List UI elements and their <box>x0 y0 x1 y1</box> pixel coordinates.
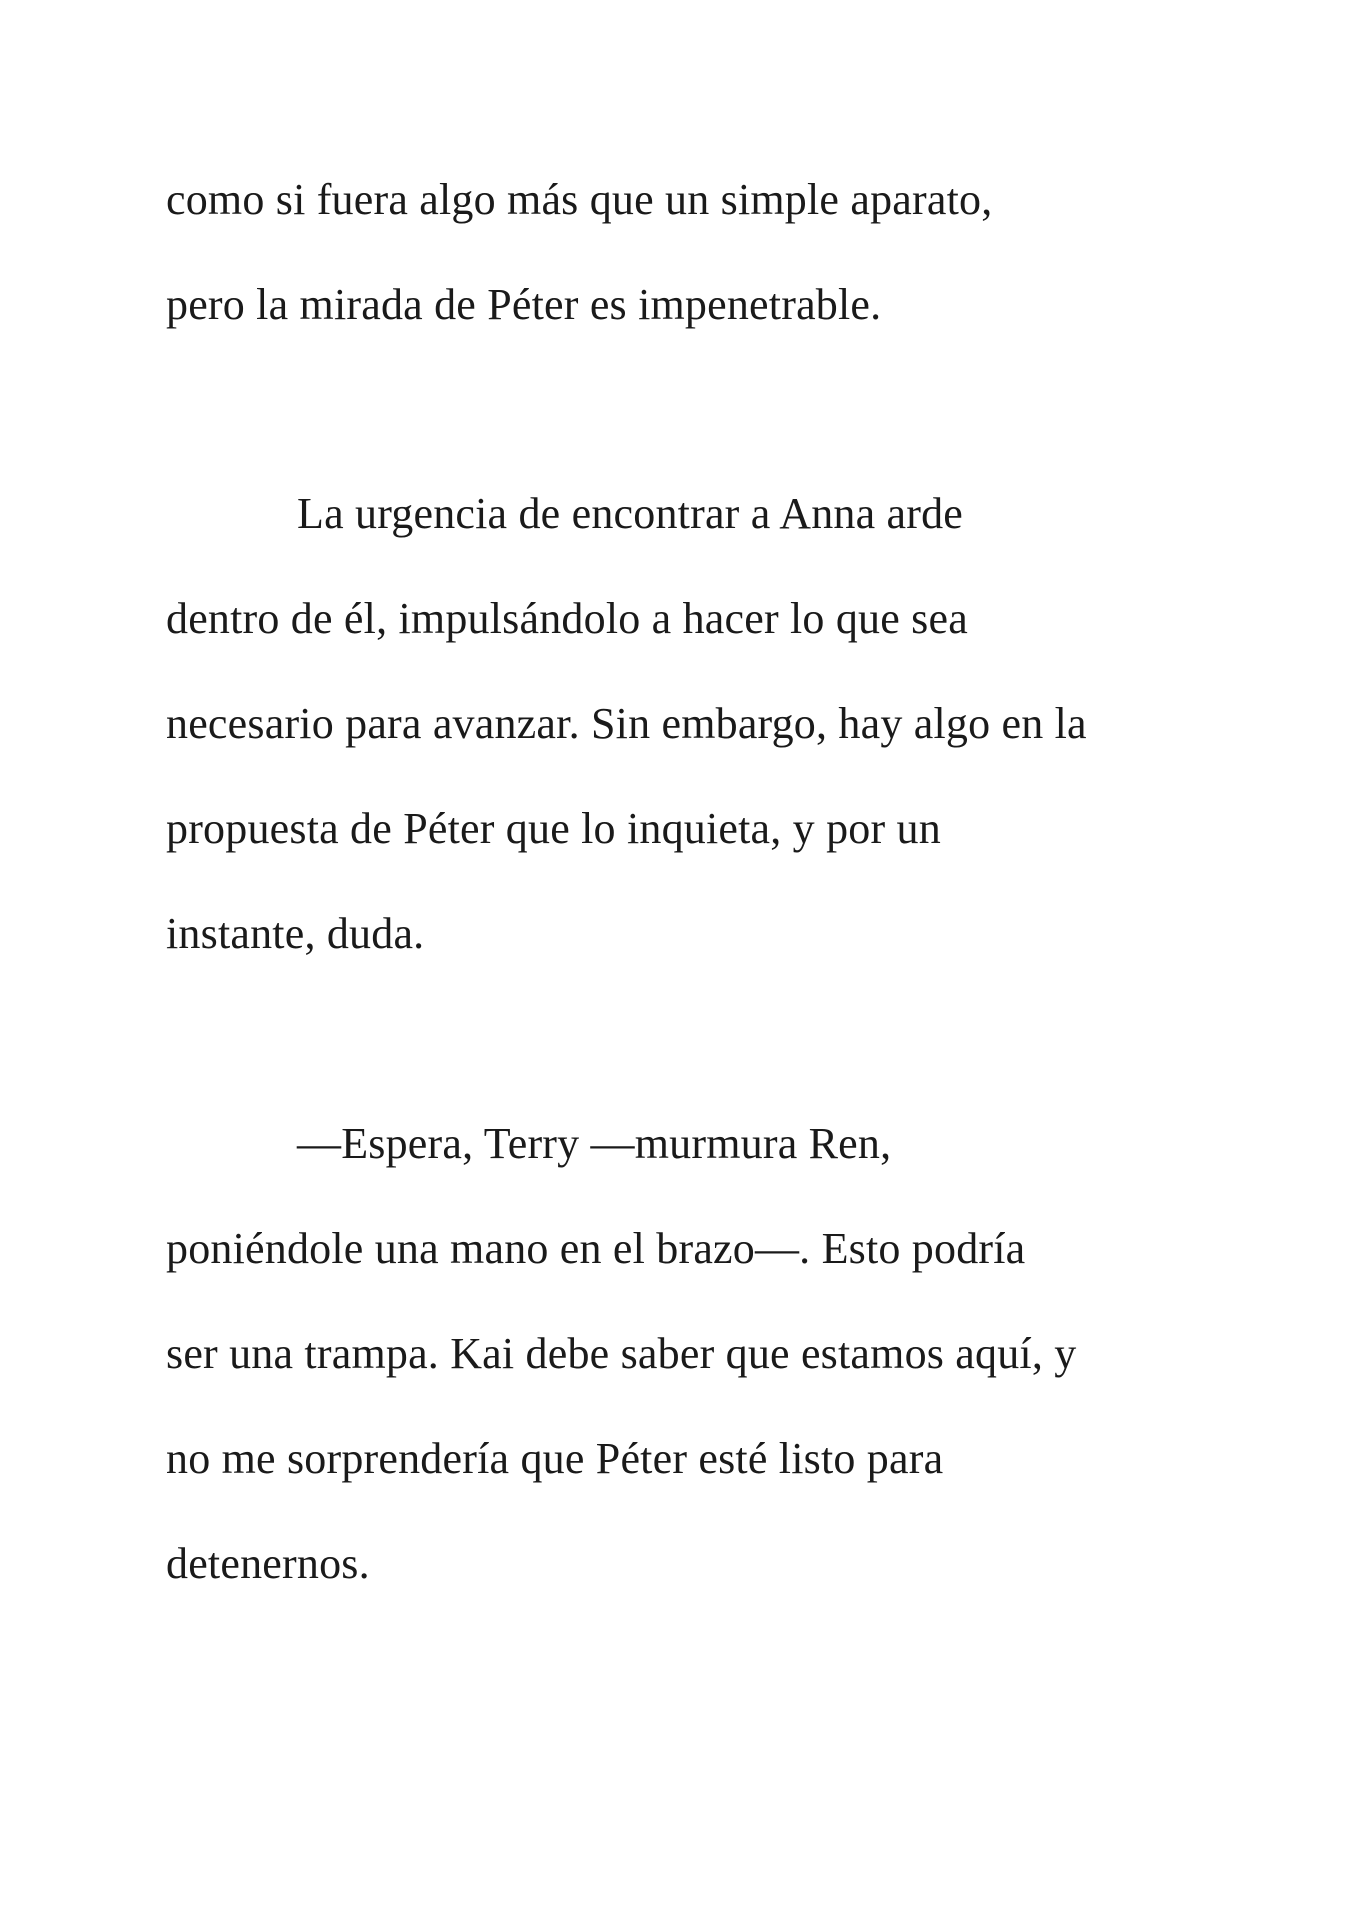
paragraph-2-line-1: La urgencia de encontrar a Anna arde <box>297 489 964 538</box>
paragraph-2-line-4: propuesta de Péter que lo inquieta, y por un <box>166 804 941 853</box>
paragraph-1-line-2: pero la mirada de Péter es impenetrable. <box>166 280 882 329</box>
paragraph-2-line-5: instante, duda. <box>166 909 425 958</box>
paragraph-3-line-5: detenernos. <box>166 1539 370 1588</box>
paragraph-3-line-4: no me sorprendería que Péter esté listo para <box>166 1434 944 1483</box>
paragraph-2-line-3: necesario para avanzar. Sin embargo, hay algo en la <box>166 699 1087 748</box>
paragraph-3-line-3: ser una trampa. Kai debe saber que estamos aquí, y <box>166 1329 1077 1378</box>
paragraph-3-line-2: poniéndole una mano en el brazo—. Esto podría <box>166 1224 1026 1273</box>
paragraph-2-line-2: dentro de él, impulsándolo a hacer lo que sea <box>166 594 968 643</box>
paragraph-3-line-1: —Espera, Terry —murmura Ren, <box>297 1119 892 1168</box>
paragraph-1-line-1: como si fuera algo más que un simple aparato, <box>166 175 993 224</box>
